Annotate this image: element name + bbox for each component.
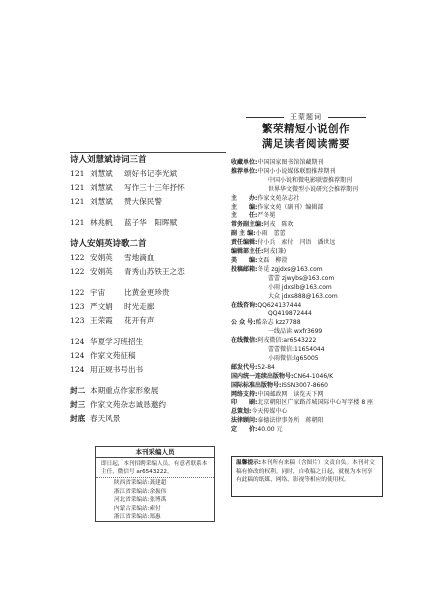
masthead-value: 冬觅 zgjdxs@163.com bbox=[257, 265, 323, 273]
page-number: 121 bbox=[70, 197, 85, 206]
toc-entry[interactable] bbox=[70, 300, 225, 314]
masthead-value: 中国国家图书馆馆藏期刊 bbox=[257, 159, 324, 166]
page-number: 122 bbox=[70, 267, 85, 276]
masthead-value: 小雨 蕾蕾 bbox=[255, 230, 286, 238]
masthead-label: 副 主 编: bbox=[231, 230, 256, 238]
title: 青秀山苏铁王之恋 bbox=[124, 267, 185, 276]
author: 安娟英 bbox=[90, 253, 113, 262]
masthead-row bbox=[231, 186, 411, 195]
masthead-value: 中国小小说媒体联盟推荐期刊 bbox=[257, 167, 336, 175]
inscription-title: 王蒙题词 bbox=[232, 112, 380, 122]
toc-entry[interactable] bbox=[70, 195, 225, 209]
masthead bbox=[231, 159, 411, 435]
table-of-contents bbox=[70, 152, 225, 426]
masthead-label: 常务副主编: bbox=[231, 221, 264, 229]
masthead-row bbox=[231, 230, 411, 239]
masthead-row bbox=[231, 177, 411, 186]
masthead-value: 大众 jdxs888@163.com bbox=[268, 292, 338, 300]
toc-entry[interactable] bbox=[70, 265, 225, 279]
toc-entry[interactable] bbox=[70, 363, 225, 377]
masthead-value: 中国邮政网 读览天下网 bbox=[257, 390, 324, 398]
masthead-value: 阿戎(兼) bbox=[263, 248, 287, 256]
toc-cover-entry[interactable] bbox=[70, 398, 225, 412]
page-number: 124 bbox=[70, 351, 85, 360]
recruit-box bbox=[95, 446, 215, 522]
title: 花开有声 bbox=[124, 316, 155, 325]
masthead-label: 网络支持: bbox=[231, 390, 258, 398]
masthead-label: 在线咨询: bbox=[231, 301, 258, 309]
masthead-value: 蕾蕾 zjwybs@163.com bbox=[268, 274, 335, 282]
author: 刘慧斌 bbox=[90, 197, 113, 206]
masthead-label: 国际标准出版物号: bbox=[231, 381, 282, 389]
masthead-row bbox=[231, 284, 411, 293]
masthead-label: 法律顾问: bbox=[231, 417, 258, 425]
title: 春天风景 bbox=[90, 414, 121, 423]
masthead-value: 40.00 元 bbox=[257, 426, 283, 434]
toc-section-heading: 诗人刘慧斌诗词三首 bbox=[70, 155, 147, 165]
page-number: 121 bbox=[70, 169, 85, 178]
toc-cover-entry[interactable] bbox=[70, 384, 225, 398]
title: 本期重点作家形象展 bbox=[90, 386, 159, 395]
page-number: 124 bbox=[70, 365, 85, 374]
masthead-row bbox=[231, 221, 411, 230]
masthead-value: QQ624137444 bbox=[257, 301, 302, 309]
masthead-label: 印 刷: bbox=[231, 399, 258, 407]
notice-label: 温馨提示: bbox=[236, 460, 262, 466]
toc-cover-entry[interactable] bbox=[70, 412, 225, 426]
author: 刘慧斌 bbox=[90, 183, 113, 192]
masthead-row bbox=[231, 328, 411, 337]
author: 严文娟 bbox=[90, 302, 113, 311]
masthead-value: 文磊 柳澄 bbox=[257, 256, 288, 264]
cover-page-label: 封三 bbox=[70, 400, 86, 409]
masthead-label: 编辑部主任: bbox=[231, 248, 264, 256]
page-number: 122 bbox=[70, 288, 85, 297]
masthead-value: 作家文苑杂志社 bbox=[257, 194, 300, 202]
list-item: 浙江省采编站:余振伟 bbox=[114, 488, 167, 495]
masthead-value: 阿戎 陈欢 bbox=[263, 221, 294, 229]
masthead-row bbox=[231, 417, 411, 426]
title: 颂好书记李光斌 bbox=[124, 169, 178, 178]
masthead-label: 在线微信: bbox=[231, 337, 258, 345]
masthead-row bbox=[231, 382, 411, 391]
masthead-row bbox=[231, 195, 411, 204]
toc-entry[interactable] bbox=[70, 335, 225, 349]
masthead-value: CN64-1046/K bbox=[293, 372, 334, 380]
masthead-row bbox=[231, 257, 411, 266]
masthead-value: 蕾蕾微信:11654044 bbox=[268, 346, 325, 354]
masthead-value: 泰德法律事务所 蒋朝阳 bbox=[257, 417, 324, 425]
masthead-label: 责任编辑: bbox=[231, 239, 258, 247]
inscription-line-1: 繁荣精短小说创作 bbox=[262, 123, 350, 135]
title: 雪地滴血 bbox=[124, 253, 155, 262]
masthead-value: 小雨 jdxslb@163.com bbox=[268, 283, 332, 291]
cover-page-label: 封底 bbox=[70, 414, 86, 423]
toc-entry[interactable] bbox=[70, 286, 225, 300]
author: 刘慧斌 bbox=[90, 169, 113, 178]
list-item: 内蒙古采编站:索付 bbox=[114, 505, 161, 512]
toc-entry[interactable] bbox=[70, 314, 225, 328]
toc-entry[interactable] bbox=[70, 349, 225, 363]
masthead-value: ISSN3007-8660 bbox=[281, 381, 328, 389]
masthead-label: 主 任: bbox=[231, 212, 258, 220]
title: 时光走廊 bbox=[124, 302, 155, 311]
masthead-label: 国内统一连续出版物号: bbox=[231, 372, 294, 380]
masthead-value: 严冬冕 bbox=[257, 212, 276, 220]
title: 用正规书号出书 bbox=[90, 365, 144, 374]
recruit-note: 即日起，本刊招聘采编人员，有意者联系本主任，微信号 ar6543222。 bbox=[96, 458, 214, 478]
masthead-row bbox=[231, 302, 411, 311]
masthead-label: 定 价: bbox=[231, 426, 258, 434]
masthead-label: 总策划: bbox=[231, 408, 252, 416]
masthead-label: 公 众 号: bbox=[231, 319, 256, 327]
masthead-label: 美 编: bbox=[231, 256, 258, 264]
title: 作家文苑杂志诚恳邀约 bbox=[90, 400, 166, 409]
page-number: 124 bbox=[70, 337, 85, 346]
title: 蓝子华 阳晖赋 bbox=[124, 218, 178, 227]
masthead-label: 投稿邮箱: bbox=[231, 265, 258, 273]
page-number: 121 bbox=[70, 183, 85, 192]
toc-section-heading: 诗人安娟英诗歌二首 bbox=[70, 239, 147, 249]
recruit-title: 本刊采编人员 bbox=[96, 447, 214, 458]
page-number: 121 bbox=[70, 218, 85, 227]
page-number: 122 bbox=[70, 253, 85, 262]
masthead-value: 今天传媒中心 bbox=[251, 408, 288, 416]
masthead-row bbox=[231, 355, 411, 364]
masthead-row bbox=[231, 373, 411, 382]
masthead-row bbox=[231, 310, 411, 319]
masthead-row bbox=[231, 168, 411, 177]
masthead-row bbox=[231, 212, 411, 221]
title: 写作三十三年抒怀 bbox=[124, 183, 185, 192]
author: 宇宙 bbox=[90, 288, 106, 297]
masthead-row bbox=[231, 364, 411, 373]
masthead-label: 邮发代号: bbox=[231, 363, 258, 371]
notice-text: 本刊所有来稿（含图片）文责自负。本刊对文稿有修改的权利。同时，自收稿之日起，就视为本刊享有此稿的纸媒、网络、影视等相应的使用权。 bbox=[236, 460, 375, 484]
masthead-label: 推荐单位: bbox=[231, 167, 258, 175]
toc-entry[interactable] bbox=[70, 167, 225, 181]
masthead-row bbox=[231, 319, 411, 328]
page-number: 123 bbox=[70, 316, 85, 325]
title: 华夏学习班招生 bbox=[90, 337, 144, 346]
masthead-row bbox=[231, 346, 411, 355]
cover-page-label: 封二 bbox=[70, 386, 86, 395]
masthead-row bbox=[231, 248, 411, 257]
masthead-label: 收藏单位: bbox=[231, 159, 258, 166]
title: 赞大保民警 bbox=[124, 197, 162, 206]
notice-box bbox=[231, 456, 383, 497]
list-item: 陕西省采编站:龚建超 bbox=[114, 480, 167, 486]
masthead-value: 小雨微信:lg65005 bbox=[268, 354, 319, 362]
toc-entry[interactable] bbox=[70, 181, 225, 195]
title: 作家文苑征稿 bbox=[90, 351, 136, 360]
masthead-label: 主 编: bbox=[231, 203, 258, 211]
masthead-value: 阿戎微信:ar6543222 bbox=[257, 337, 317, 345]
page-number: 123 bbox=[70, 302, 85, 311]
author: 林兆帆 bbox=[90, 218, 113, 227]
toc-entry[interactable] bbox=[70, 216, 225, 230]
toc-entry[interactable] bbox=[70, 251, 225, 265]
masthead-value: 酷杂志 kzz7788 bbox=[255, 319, 301, 327]
title: 比黄金更珍贵 bbox=[124, 288, 170, 297]
masthead-value: 一线品读 wxfr3699 bbox=[268, 328, 323, 336]
masthead-value: 付小兵 索付 闫语 潘世远 bbox=[257, 239, 336, 247]
masthead-row bbox=[231, 337, 411, 346]
list-item: 河北省采编站:张博禹 bbox=[114, 497, 167, 503]
masthead-value: 中国小说和微电影联盟推荐期刊 bbox=[268, 176, 353, 184]
inscription-line-2: 满足读者阅读需要 bbox=[262, 138, 350, 150]
inscription bbox=[232, 112, 380, 164]
masthead-row bbox=[231, 159, 411, 168]
author: 安娟英 bbox=[90, 267, 113, 276]
recruit-list bbox=[96, 478, 214, 522]
masthead-row bbox=[231, 275, 411, 284]
masthead-row bbox=[231, 408, 411, 417]
masthead-value: 52-84 bbox=[257, 363, 275, 371]
masthead-value: 北京朝阳区广家路首城国际中心写字楼 8 座 bbox=[257, 399, 374, 407]
list-item: 浙江省采编站:郑惠 bbox=[114, 514, 161, 520]
masthead-value: 作家文苑（副刊）编辑部 bbox=[257, 203, 324, 211]
author: 王荣霞 bbox=[90, 316, 113, 325]
masthead-value: 世界华文微型小说研究会推荐期刊 bbox=[268, 185, 359, 193]
masthead-row bbox=[231, 239, 411, 248]
masthead-row bbox=[231, 266, 411, 275]
masthead-row bbox=[231, 426, 411, 435]
masthead-row bbox=[231, 293, 411, 302]
masthead-label: 主 办: bbox=[231, 194, 258, 202]
masthead-value: QQ419872444 bbox=[268, 310, 312, 318]
